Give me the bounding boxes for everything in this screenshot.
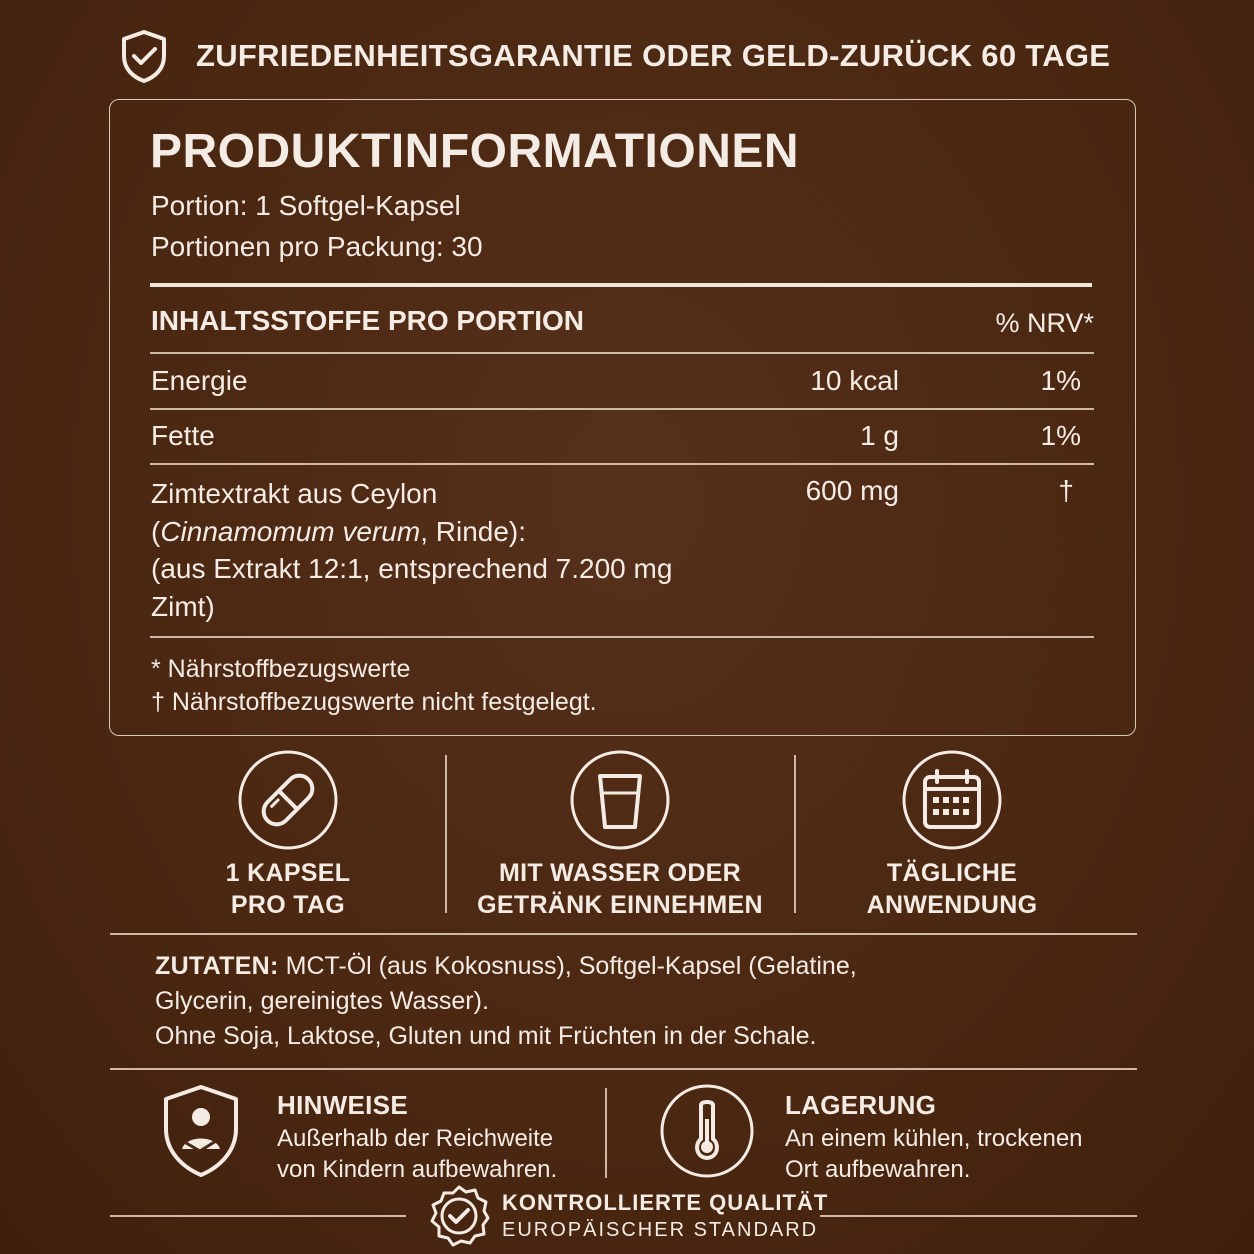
shield-check-icon xyxy=(118,28,170,84)
table-divider xyxy=(150,408,1094,410)
zimt-line-1: Zimtextrakt aus Ceylon xyxy=(151,478,438,509)
row-amount-energie: 10 kcal xyxy=(810,365,899,396)
calendar-icon xyxy=(901,749,1003,851)
zimt-line-4: Zimt) xyxy=(151,590,215,622)
hinweise-title: HINWEISE xyxy=(277,1090,408,1120)
row-amount-fette: 1 g xyxy=(860,420,899,451)
section-divider xyxy=(110,1068,1137,1070)
footnotes xyxy=(151,653,597,719)
row-name-fette: Fette xyxy=(151,420,215,451)
hinweise-text: Außerhalb der Reichweite von Kindern aufbewahren. xyxy=(277,1125,558,1183)
row-nrv-fette: 1% xyxy=(1040,420,1081,451)
table-header-ingredients: INHALTSSTOFFE PRO PORTION xyxy=(151,305,584,336)
table-divider xyxy=(150,352,1094,354)
usage-label-water: MIT WASSER ODER GETRÄNK EINNEHMEN xyxy=(477,859,763,919)
quality-subtitle: EUROPÄISCHER STANDARD xyxy=(502,1219,819,1241)
child-shield-icon xyxy=(160,1083,242,1179)
ingredients-allergens: Ohne Soja, Laktose, Gluten und mit Früchten in der Schale. xyxy=(155,1022,817,1050)
table-header-nrv: % NRV* xyxy=(995,308,1094,338)
serving-size: Portion: 1 Softgel-Kapsel xyxy=(151,190,461,221)
ingredients-text-2: Glycerin, gereinigtes Wasser). xyxy=(155,987,489,1015)
footnote-nrv: * Nährstoffbezugswerte xyxy=(151,655,411,683)
table-divider xyxy=(150,636,1094,638)
zimt-line-2: (Cinnamomum verum, Rinde): xyxy=(151,515,527,547)
usage-divider xyxy=(794,755,796,913)
footnote-dagger: † Nährstoffbezugswerte nicht festgelegt. xyxy=(151,688,597,716)
row-amount-zimt: 600 mg xyxy=(805,475,899,506)
servings-per-pack: Portionen pro Packung: 30 xyxy=(151,231,483,262)
row-name-energie: Energie xyxy=(151,365,248,396)
quality-title: KONTROLLIERTE QUALITÄT xyxy=(502,1190,829,1215)
thermometer-icon xyxy=(659,1083,755,1179)
row-nrv-zimt: † xyxy=(1058,475,1074,506)
section-divider xyxy=(110,933,1137,935)
quality-seal-icon xyxy=(428,1185,490,1247)
thick-divider xyxy=(150,283,1092,287)
lagerung-title: LAGERUNG xyxy=(785,1090,937,1120)
usage-label-capsule: 1 KAPSEL PRO TAG xyxy=(225,859,351,919)
ingredients-label: ZUTATEN: xyxy=(155,952,279,980)
usage-divider xyxy=(445,755,447,913)
row-name-zimt xyxy=(151,475,672,625)
quality-divider-right xyxy=(820,1215,1137,1217)
ingredients-text-1: MCT-Öl (aus Kokosnuss), Softgel-Kapsel (Gelatine, xyxy=(285,952,857,980)
capsule-icon xyxy=(237,749,339,851)
lagerung-text: An einem kühlen, trockenen Ort aufbewahren. xyxy=(785,1125,1083,1183)
guarantee-banner xyxy=(118,28,1110,84)
guarantee-text: ZUFRIEDENHEITSGARANTIE ODER GELD-ZURÜCK 60 TAGE xyxy=(196,38,1111,73)
panel-title: PRODUKTINFORMATIONEN xyxy=(150,125,800,178)
usage-label-daily: TÄGLICHE ANWENDUNG xyxy=(866,859,1038,919)
zimt-latin-name: Cinnamomum verum xyxy=(160,515,421,547)
table-divider xyxy=(150,463,1094,465)
quality-divider-left xyxy=(110,1215,406,1217)
notes-divider xyxy=(605,1088,607,1178)
ingredients xyxy=(155,949,1055,1054)
zimt-line-3: (aus Extrakt 12:1, entsprechend 7.200 mg xyxy=(151,553,673,584)
glass-icon xyxy=(569,749,671,851)
row-nrv-energie: 1% xyxy=(1040,365,1081,396)
